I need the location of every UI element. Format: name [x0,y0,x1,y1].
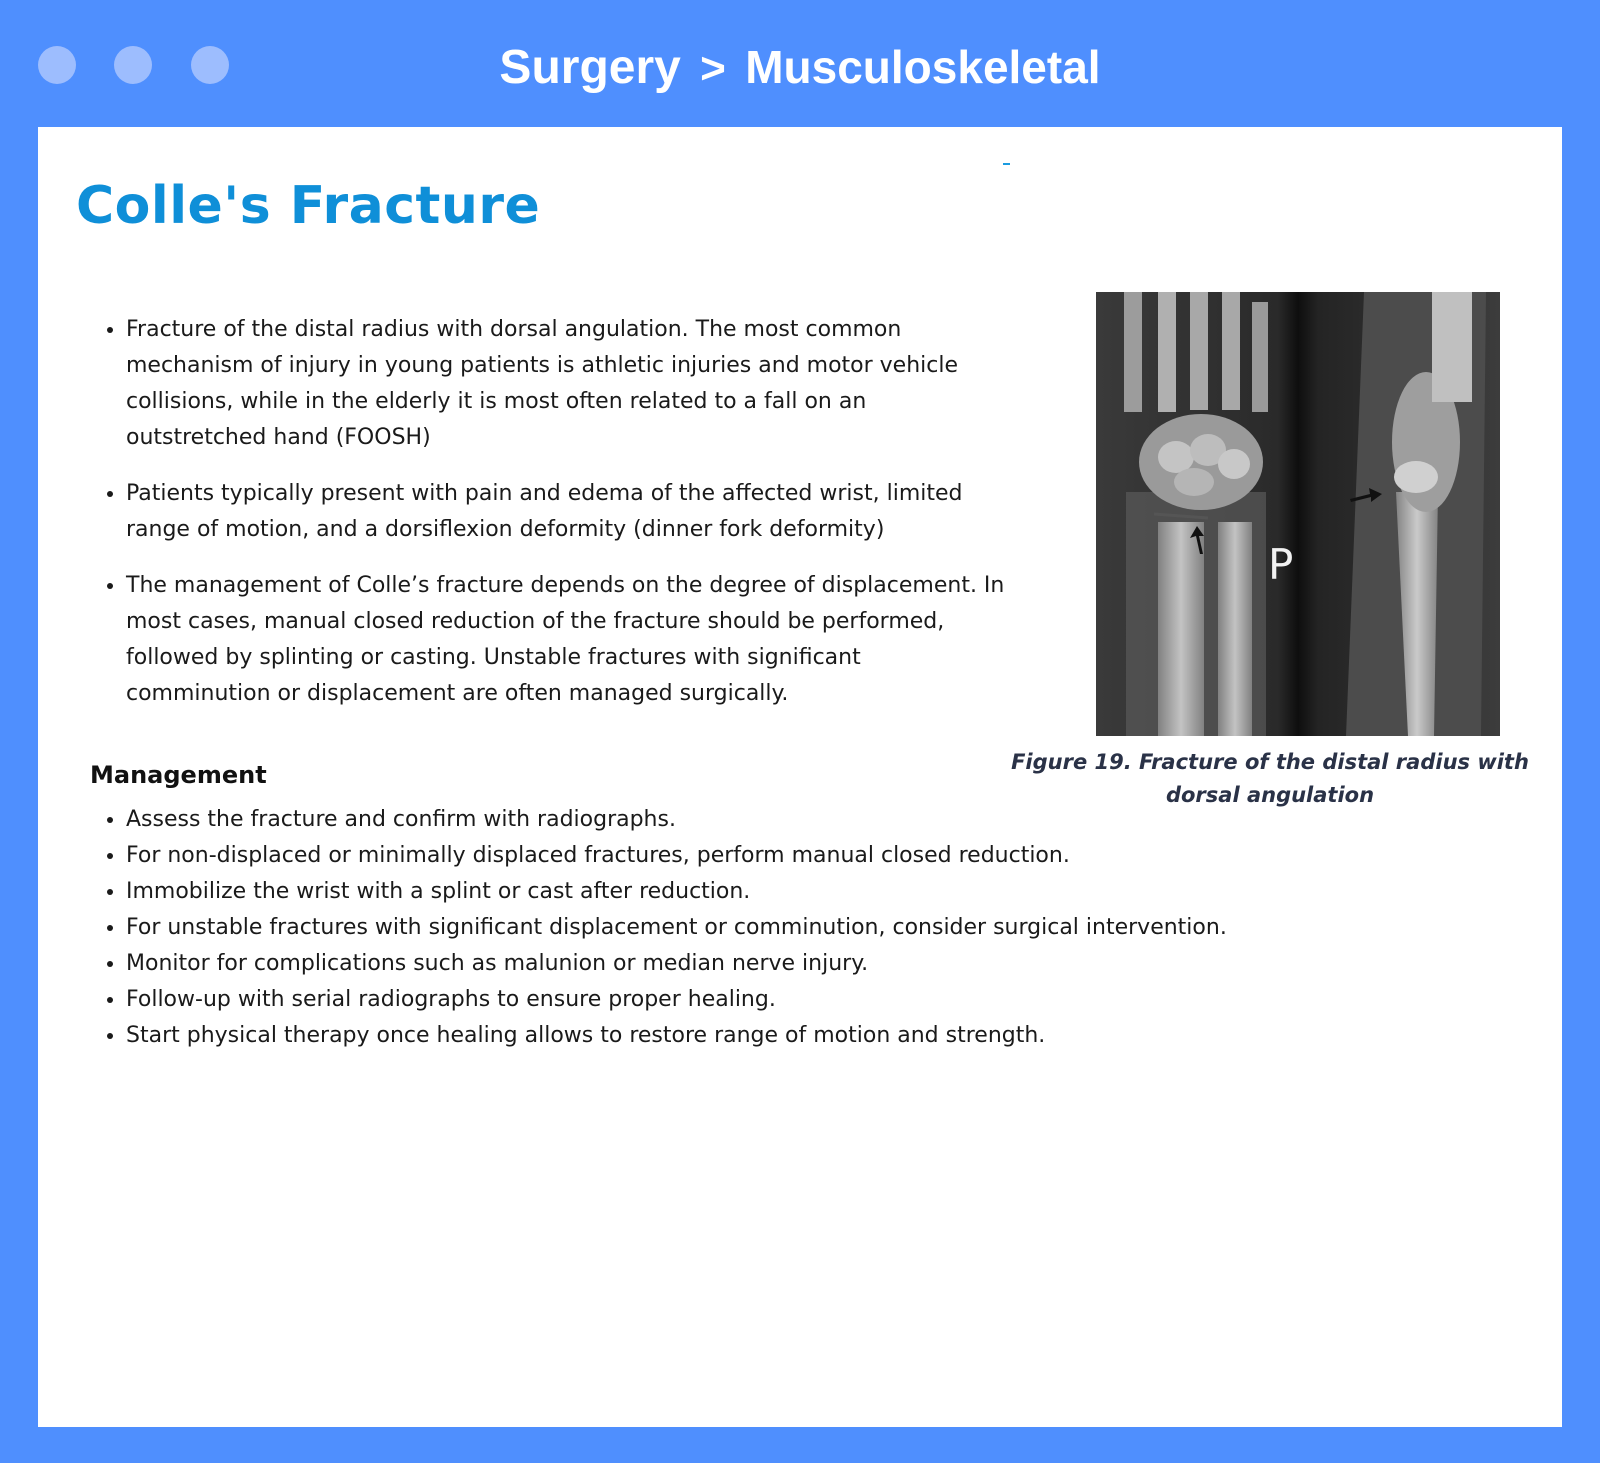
figure-caption: Figure 19. Fracture of the distal radius with dorsal angulation [1011,750,1529,807]
decorative-dash [1003,163,1010,165]
radius-bone-ap [1158,522,1204,736]
window-titlebar [0,0,1600,127]
intro-item-mechanism: • Fracture of the distal radius with dorsal angulation. The most common mechanism of injury in young patients is athletic injuries and motor vehicle collisions, while in the elderly it is most often related to a fall on an outstretched hand (FOOSH) [126,312,1006,456]
management-item: • Assess the fracture and confirm with radiographs. [126,802,1526,838]
intro-list [106,312,1006,732]
management-item: • For unstable fractures with significant displacement or comminution, consider surgical intervention. [126,910,1526,946]
management-item: • Monitor for complications such as malunion or median nerve injury. [126,946,1526,982]
breadcrumb-subsection: Musculoskeletal [745,41,1101,93]
breadcrumb-separator: > [700,44,726,93]
page-title: Colle's Fracture [76,176,541,236]
management-item: • Immobilize the wrist with a splint or cast after reduction. [126,874,1526,910]
management-item: • Start physical therapy once healing allows to restore range of motion and strength. [126,1018,1526,1054]
management-item: • Follow-up with serial radiographs to ensure proper healing. [126,982,1526,1018]
xray-marker-label: P [1268,540,1294,589]
ulna-bone-ap [1218,522,1252,736]
management-list [106,802,1526,1054]
management-heading: Management [90,761,267,789]
breadcrumb-section: Surgery [499,41,681,94]
metacarpal-bones [1124,292,1142,412]
management-item: • For non-displaced or minimally displaced fractures, perform manual closed reduction. [126,838,1526,874]
figure-19 [978,292,1562,812]
wrist-xray-image [1096,292,1500,736]
intro-item-presentation: • Patients typically present with pain and edema of the affected wrist, limited range of motion, and a dorsiflexion deformity (dinner fork deformity) [126,476,1006,548]
intro-item-management: • The management of Colle’s fracture depends on the degree of displacement. In most cases, manual closed reduction of the fracture should be performed, followed by splinting or casting. Unstable fractures with significant comminution or displacement are often managed surgically. [126,568,1006,712]
breadcrumb [0,32,1600,104]
content-panel [38,127,1562,1427]
